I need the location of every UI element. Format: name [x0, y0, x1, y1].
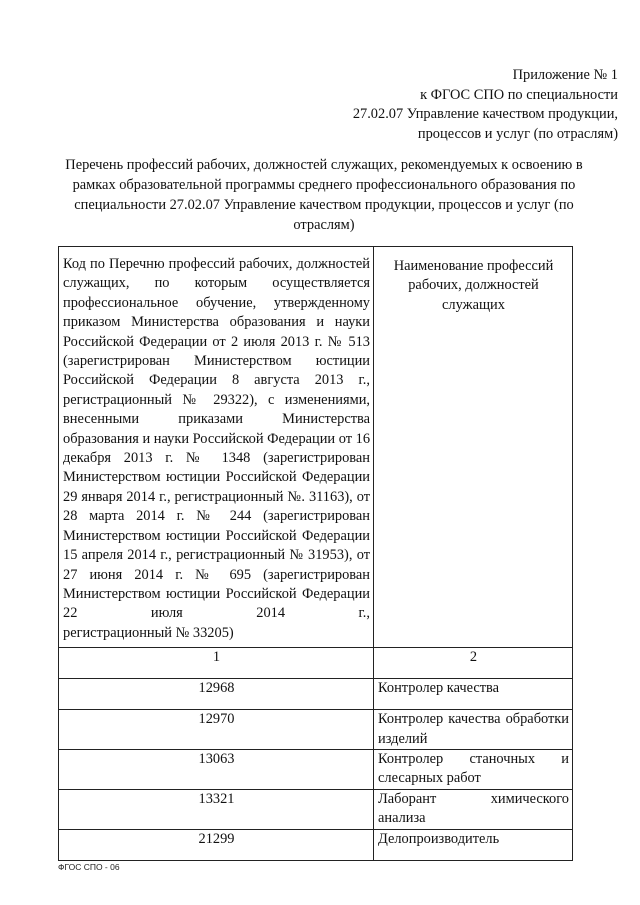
profession-name: Делопроизводитель: [374, 829, 573, 860]
header-name-cell: Наименование профессий рабочих, должностей служащих: [374, 247, 573, 648]
profession-name: Лаборант химического анализа: [374, 789, 573, 829]
document-title: Перечень профессий рабочих, должностей служащих, рекомендуемых к освоению в рамках образовательной программы среднего профессионального образования по специальности 27.02.07 Управление качеством продукции, процессов и услуг (по отраслям): [65, 157, 583, 233]
table-header-row: [59, 247, 573, 648]
appendix-block: [353, 66, 618, 144]
column-number-1: 1: [59, 648, 374, 679]
table-row: [59, 789, 573, 829]
profession-code: 12970: [59, 710, 374, 750]
appendix-number: Приложение № 1: [512, 67, 618, 83]
table-row: [59, 749, 573, 789]
profession-code: 13321: [59, 789, 374, 829]
page-footer: ФГОС СПО - 06: [58, 862, 120, 872]
profession-name: Контролер качества: [374, 679, 573, 710]
column-number-row: [59, 648, 573, 679]
column-number-2: 2: [374, 648, 573, 679]
profession-code: 12968: [59, 679, 374, 710]
table-row: [59, 679, 573, 710]
professions-table: [58, 246, 573, 861]
appendix-specialty: 27.02.07 Управление качеством продукции,: [352, 106, 618, 123]
profession-code: 13063: [59, 749, 374, 789]
table-row: [59, 829, 573, 860]
profession-name: Контролер станочных и слесарных работ: [374, 749, 573, 789]
appendix-standard: к ФГОС СПО по специальности: [420, 86, 618, 103]
header-code-text-end: регистрационный № 33205): [63, 624, 234, 641]
header-code-text: Код по Перечню профессий рабочих, должностей служащих, по которым осуществляется профессиональное обучение, утвержденному приказом Министерства образования и науки Российской Федерации от 2 июля 2013 г. № 513 (зарегистрирован Министерством юстиции Российской Федерации 8 августа 2013 г., регистрационный № 29322), с изменениями, внесенными приказами Министерства образования и науки Российской Федерации от 16 декабря 2013 г. № 1348 (зарегистрирован Министерством юстиции Российской Федерации 29 января 2014 г., регистрационный №. 31163), от 28 марта 2014 г. № 244 (зарегистрирован Министерством юстиции Российской Федерации 15 апреля 2014 г., регистрационный № 31953), от 27 июня 2014 г. № 695 (зарегистрирован Министерством юстиции Российской Федерации 22 июля 2014 г.,: [63, 256, 371, 622]
header-code-cell: [59, 247, 374, 648]
appendix-specialty-cont: процессов и услуг (по отраслям): [417, 125, 618, 142]
profession-name: Контролер качества обработки изделий: [374, 710, 573, 750]
table-row: [59, 710, 573, 750]
profession-code: 21299: [59, 829, 374, 860]
